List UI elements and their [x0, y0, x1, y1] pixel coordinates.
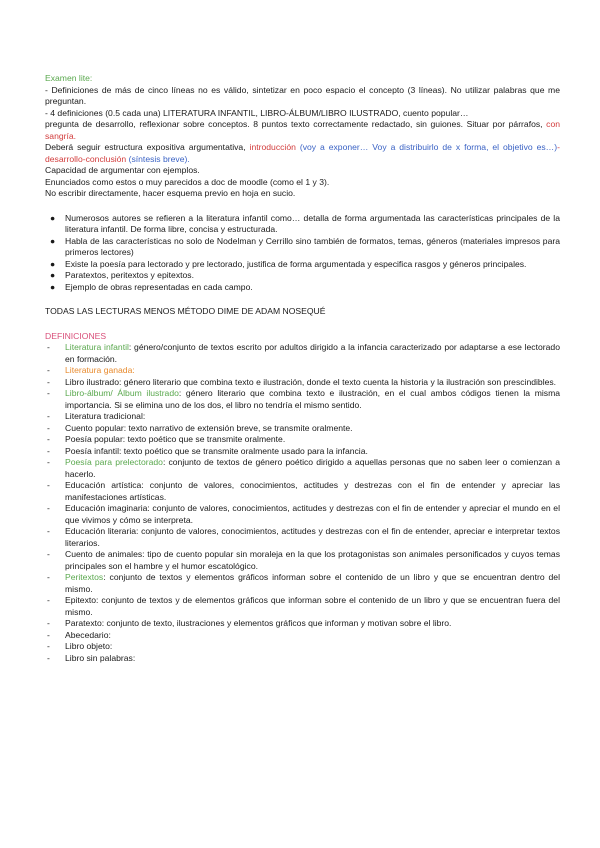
definitions-list — [45, 342, 560, 664]
definition-item — [45, 446, 560, 458]
bullet-icon: ● — [50, 281, 56, 292]
dash-icon: - — [47, 365, 50, 375]
exam-line-4 — [45, 142, 560, 165]
definition-item — [45, 503, 560, 526]
definition-text: Epitexto: conjunto de textos y de elementos gráficos que informan sobre el contenido de un libro y que se encuentran fuera del mismo. — [65, 595, 560, 617]
definition-text: Literatura tradicional: — [65, 411, 146, 421]
exam-line-5: Capacidad de argumentar con ejemplos. — [45, 165, 200, 175]
dash-icon: - — [47, 572, 50, 582]
dash-icon: - — [47, 641, 50, 651]
definition-text: Educación literaria: conjunto de valores, conocimientos, actitudes y destrezas con el fin de entender, apreciar e interpretar textos literarios. — [65, 526, 560, 548]
dash-icon: - — [47, 457, 50, 467]
dash-icon: - — [47, 652, 50, 663]
definition-item — [45, 595, 560, 618]
exam-line-4-body: -desarrollo-conclusión — [45, 142, 560, 164]
definition-item — [45, 480, 560, 503]
dash-icon: - — [47, 526, 50, 536]
definition-text: Libro ilustrado: género literario que combina texto e ilustración, donde el texto cuenta la historia y la ilustración son prescindibles. — [65, 376, 557, 387]
definition-term: Literatura ganada: — [65, 365, 135, 375]
exam-line-6: Enunciados como estos o muy parecidos a doc de moodle (como el 1 y 3). — [45, 176, 330, 187]
bullet-icon: ● — [50, 270, 56, 280]
bullet-list — [45, 213, 560, 294]
definition-item — [45, 457, 560, 480]
exam-line-4-body-note: (síntesis breve). — [128, 153, 190, 164]
exam-line-1: - Definiciones de más de cinco líneas no es válido, sintetizar en poco espacio el concepto (3 líneas). No utilizar palabras que me preguntan. — [45, 84, 560, 106]
dash-icon: - — [47, 549, 50, 559]
dash-icon: - — [47, 595, 50, 605]
definition-item — [45, 423, 560, 435]
definition-text: : conjunto de textos de género poético dirigido a aquellas personas que no saben leer o comienzan a hacerlo. — [65, 457, 560, 479]
exam-line-7: No escribir directamente, hacer esquema previo en hoja en sucio. — [45, 188, 296, 198]
definition-item — [45, 377, 560, 389]
definition-text: : conjunto de textos y elementos gráficos informan sobre el contenido de un libro y que se encuentran dentro del mismo. — [65, 572, 560, 594]
definition-text: Abecedario: — [65, 629, 111, 640]
definition-term: Peritextos — [65, 572, 104, 582]
definition-text: Libro objeto: — [65, 641, 113, 651]
definition-text: : género/conjunto de textos escrito por adultos dirigido a la infancia caracterizado por adaptarse a ese lectorado en formación. — [65, 342, 560, 364]
definition-item — [45, 641, 560, 653]
definition-text: Poesía infantil: texto poético que se transmite oralmente usado para la infancia. — [65, 445, 368, 456]
definition-item — [45, 653, 560, 665]
definition-item — [45, 526, 560, 549]
definition-item — [45, 342, 560, 365]
definition-text: Libro sin palabras: — [65, 652, 136, 663]
bullet-icon: ● — [50, 212, 56, 223]
definition-item — [45, 572, 560, 595]
exam-line-4-text: Deberá seguir estructura expositiva argumentativa, — [45, 142, 246, 152]
list-item: ● Existe la poesía para lectorado y pre lectorado, justifica de forma argumentada y especifica rasgos y géneros principales. — [50, 258, 527, 269]
dash-icon: - — [47, 445, 50, 456]
definition-text: Paratexto: conjunto de texto, ilustraciones y elementos gráficos que informan y motivan sobre el libro. — [65, 618, 452, 628]
exam-line-2: - 4 definiciones (0.5 cada una) LITERATURA INFANTIL, LIBRO-ÁLBUM/LIBRO ILUSTRADO, cuento popular… — [45, 107, 469, 118]
definition-item — [45, 411, 560, 423]
document-page — [45, 73, 560, 664]
definition-text: Cuento de animales: tipo de cuento popular sin moraleja en la que los protagonistas son animales personificados y cuyos temas principales son el hambre y el humor escatológico. — [65, 549, 560, 571]
definition-text: Poesía popular: texto poético que se transmite oralmente. — [65, 434, 286, 444]
exam-line-4-intro-note: (voy a exponer… Voy a distribuirlo de x forma, el objetivo es…) — [299, 142, 558, 152]
definition-term: Literatura infantil — [65, 342, 129, 352]
dash-icon: - — [47, 434, 50, 444]
dash-icon: - — [47, 503, 50, 513]
definition-item — [45, 365, 560, 377]
definition-item — [45, 618, 560, 630]
exam-line-3-text: pregunta de desarrollo, reflexionar sobre conceptos. 8 puntos texto correctamente redactado, sin guiones. Situar por párrafos, — [45, 119, 543, 129]
definition-text: : género literario que combina texto e ilustración, en el cual ambos códigos tienen la misma importancia. Si se elimina uno de los dos, el libro no tendría el mismo sentido. — [65, 388, 561, 410]
list-item: ● Numerosos autores se refieren a la literatura infantil como… detalla de forma argumentada las características principales de la literatura infantil. De forma libre, concisa y estructurada. — [50, 212, 560, 234]
readings-note: TODAS LAS LECTURAS MENOS MÉTODO DIME DE ADAM NOSEQUÉ — [45, 306, 326, 316]
bullet-icon: ● — [50, 235, 56, 246]
exam-line-3 — [45, 119, 560, 142]
definition-item — [45, 388, 560, 411]
dash-icon: - — [47, 480, 50, 490]
definition-item — [45, 434, 560, 446]
list-item: ● Habla de las características no solo de Nodelman y Cerrillo sino también de formatos, temas, géneros (materiales impresos para primeros lectores) — [50, 235, 560, 257]
dash-icon: - — [47, 422, 50, 433]
dash-icon: - — [47, 618, 50, 628]
dash-icon: - — [47, 342, 50, 352]
definition-item — [45, 549, 560, 572]
exam-title: Examen lite: — [45, 73, 93, 83]
definition-item — [45, 630, 560, 642]
dash-icon: - — [47, 376, 50, 387]
definition-text: Educación artística: conjunto de valores, conocimientos, actitudes y destrezas con el fin de entender y apreciar las manifestaciones artísticas. — [65, 480, 560, 502]
bullet-icon: ● — [50, 258, 56, 269]
definition-text: Educación imaginaria: conjunto de valores, conocimientos, actitudes y destrezas con el fin de entender y apreciar el mundo en el que vivimos y cómo se interpreta. — [65, 503, 560, 525]
definitions-heading: DEFINICIONES — [45, 330, 107, 341]
definition-term: Libro-álbum/ Álbum ilustrado — [65, 388, 179, 398]
exam-line-3-highlight: con sangría. — [45, 119, 561, 141]
dash-icon: - — [47, 388, 50, 398]
list-item: ● Paratextos, peritextos y epitextos. — [50, 270, 194, 280]
exam-line-4-intro: introducción — [249, 142, 296, 152]
dash-icon: - — [47, 629, 50, 640]
list-item: ● Ejemplo de obras representadas en cada campo. — [50, 281, 253, 292]
dash-icon: - — [47, 411, 50, 421]
definition-term: Poesía para prelectorado — [65, 457, 163, 467]
definition-text: Cuento popular: texto narrativo de extensión breve, se transmite oralmente. — [65, 422, 353, 433]
